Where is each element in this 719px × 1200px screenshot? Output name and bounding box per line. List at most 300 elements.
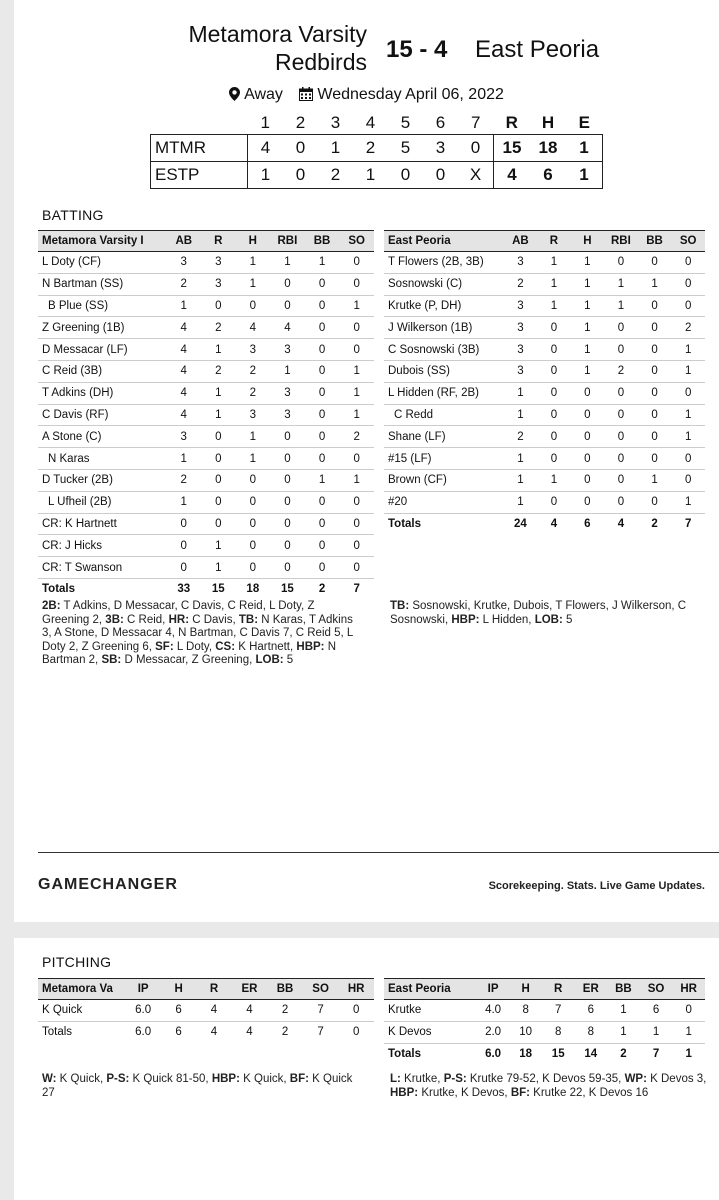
home-batting-table <box>38 230 374 600</box>
stat-column-header: SO <box>671 231 705 252</box>
note-text: C Davis, <box>189 613 239 626</box>
stat-cell: 0 <box>201 295 236 317</box>
note-label: CS: <box>215 640 236 653</box>
total-cell: 18 <box>236 578 271 599</box>
note-text: L Hidden, <box>479 613 535 626</box>
note-label: HBP: <box>451 613 480 626</box>
batting-row <box>38 513 374 535</box>
stat-cell: 2 <box>166 273 201 295</box>
stat-cell: 3 <box>504 295 538 317</box>
total-cell: 6 <box>161 1021 196 1042</box>
stat-cell: 1 <box>504 404 538 426</box>
stat-cell: 0 <box>571 448 604 470</box>
player-name: N Bartman (SS) <box>38 273 166 295</box>
linescore-inning-cell: 0 <box>458 135 494 162</box>
header-row <box>38 979 374 1000</box>
away-pitching-notes <box>390 1073 708 1100</box>
stat-cell: 0 <box>672 1000 705 1022</box>
linescore-errors: 1 <box>566 162 603 189</box>
stat-cell: 0 <box>236 513 271 535</box>
linescore-hits: 18 <box>530 135 566 162</box>
note-text: 5 <box>562 613 573 626</box>
stat-column-header: AB <box>504 231 538 252</box>
stat-cell: 1 <box>201 535 236 557</box>
player-name: B Plue (SS) <box>38 295 166 317</box>
total-cell: 6.0 <box>125 1021 161 1042</box>
stat-cell: 0 <box>270 491 305 513</box>
linescore-inning-cell: X <box>458 162 494 189</box>
header-row <box>384 979 705 1000</box>
footer-tagline: Scorekeeping. Stats. Live Game Updates. <box>488 880 705 892</box>
stat-cell: 4 <box>270 317 305 339</box>
player-name: N Karas <box>38 448 166 470</box>
stat-cell: 3 <box>270 404 305 426</box>
stat-cell: 0 <box>305 339 340 361</box>
note-label: HBP: <box>296 640 325 653</box>
stat-cell: 0 <box>270 273 305 295</box>
stat-cell: 1 <box>339 382 374 404</box>
stat-column-header: RBI <box>270 231 305 252</box>
linescore-runs: 15 <box>494 135 531 162</box>
note-label: WP: <box>624 1073 647 1085</box>
stat-cell: 2 <box>267 1000 303 1022</box>
note-text: Sosnowski, Krutke, Dubois, T Flowers, J Wilkerson, C Sosnowski, <box>390 600 687 626</box>
stat-cell: 0 <box>537 448 570 470</box>
stat-cell: 1 <box>166 491 201 513</box>
team-column-header: Metamora Varsity I <box>38 231 166 252</box>
stat-cell: 1 <box>671 491 705 513</box>
stat-cell: 1 <box>339 295 374 317</box>
stat-column-header: HR <box>672 979 705 1000</box>
total-cell: 7 <box>640 1043 673 1064</box>
linescore-inning-cell: 0 <box>388 162 423 189</box>
stat-cell: 6 <box>640 1000 673 1022</box>
linescore-inning-cell: 1 <box>248 162 284 189</box>
stat-cell: 0 <box>270 448 305 470</box>
stat-column-header: BB <box>607 979 640 1000</box>
stat-cell: 1 <box>671 426 705 448</box>
total-cell: 7 <box>303 1021 339 1042</box>
stat-cell: 1 <box>504 448 538 470</box>
stat-cell: 1 <box>504 382 538 404</box>
stat-cell: 0 <box>339 317 374 339</box>
linescore-runs: 4 <box>494 162 531 189</box>
stat-cell: 0 <box>305 295 340 317</box>
stat-cell: 3 <box>236 339 271 361</box>
inning-header: 2 <box>295 113 306 132</box>
stat-column-header: R <box>537 231 570 252</box>
stat-cell: 1 <box>236 273 271 295</box>
stat-column-header: SO <box>339 231 374 252</box>
note-label: 3B: <box>105 613 124 626</box>
stat-column-header: H <box>236 231 271 252</box>
linescore-inning-cell: 0 <box>423 162 458 189</box>
table-header <box>38 979 374 1000</box>
errors-header: E <box>578 113 590 132</box>
stat-cell: 0 <box>270 426 305 448</box>
stat-cell: 1 <box>537 469 570 491</box>
stat-cell: 1 <box>339 360 374 382</box>
stat-cell: 1 <box>537 252 570 274</box>
stat-cell: 1 <box>201 557 236 579</box>
player-name: Z Greening (1B) <box>38 317 166 339</box>
total-cell: 18 <box>509 1043 542 1064</box>
stat-cell: 3 <box>504 317 538 339</box>
stat-cell: 4 <box>196 1000 231 1022</box>
total-cell: 2 <box>638 513 672 534</box>
player-name: L Ufheil (2B) <box>38 491 166 513</box>
total-cell: 6 <box>571 513 604 534</box>
away-pitching-table <box>384 978 705 1064</box>
stat-column-header: BB <box>638 231 672 252</box>
stat-cell: 2 <box>201 317 236 339</box>
batting-row <box>384 469 705 491</box>
stat-cell: 1 <box>236 252 271 274</box>
stat-cell: 0 <box>537 339 570 361</box>
stat-cell: 0 <box>638 252 672 274</box>
team-column-header: Metamora Va <box>38 979 125 1000</box>
stat-cell: 0 <box>201 513 236 535</box>
batting-row <box>384 404 705 426</box>
batting-row <box>384 360 705 382</box>
team-column-header: East Peoria <box>384 979 477 1000</box>
note-label: SB: <box>101 654 122 667</box>
linescore-inning-cell: 5 <box>388 135 423 162</box>
stat-cell: 0 <box>571 469 604 491</box>
totals-label: Totals <box>384 1043 477 1064</box>
stat-cell: 1 <box>671 404 705 426</box>
stat-cell: 2.0 <box>477 1021 510 1043</box>
total-cell: 33 <box>166 578 201 599</box>
header-row <box>38 231 374 252</box>
stat-column-header: R <box>201 231 236 252</box>
linescore-inning-cell: 2 <box>353 135 388 162</box>
stat-cell: 0 <box>339 252 374 274</box>
stat-cell: 0 <box>236 295 271 317</box>
note-label: LOB: <box>534 613 563 626</box>
stat-cell: 0 <box>537 382 570 404</box>
stat-column-header: R <box>542 979 575 1000</box>
player-name: C Redd <box>384 404 504 426</box>
stat-cell: 3 <box>270 339 305 361</box>
stat-cell: 0 <box>638 360 672 382</box>
stat-cell: 1 <box>537 273 570 295</box>
stat-cell: 0 <box>671 273 705 295</box>
stat-cell: 0 <box>604 382 638 404</box>
linescore-errors: 1 <box>566 135 603 162</box>
batting-row <box>38 295 374 317</box>
stat-cell: 1 <box>571 273 604 295</box>
stat-cell: 4 <box>166 360 201 382</box>
stat-cell: 1 <box>270 360 305 382</box>
home-pitching-table <box>38 978 374 1043</box>
inning-header: 4 <box>365 113 376 132</box>
batting-row <box>38 535 374 557</box>
player-name: CR: T Swanson <box>38 557 166 579</box>
total-cell: 6.0 <box>477 1043 510 1064</box>
stat-cell: 1 <box>640 1021 673 1043</box>
player-name: D Messacar (LF) <box>38 339 166 361</box>
stat-column-header: R <box>196 979 231 1000</box>
batting-row <box>38 339 374 361</box>
linescore-row <box>151 162 603 189</box>
note-text: N Karas, T Adkins 3, A Stone, D Messacar 4, N Bartman, C Davis 7, C Reid 5, L Doty 2, Z Greening 6, <box>42 613 353 653</box>
linescore-inning-cell: 2 <box>318 162 353 189</box>
stat-cell: 2 <box>504 426 538 448</box>
player-name: K Quick <box>38 1000 125 1022</box>
stat-cell: 1 <box>607 1021 640 1043</box>
note-label: P-S: <box>106 1073 130 1085</box>
stat-cell: 1 <box>504 491 538 513</box>
player-name: Krutke (P, DH) <box>384 295 504 317</box>
stat-cell: 3 <box>201 252 236 274</box>
batting-row <box>38 382 374 404</box>
hits-header: H <box>541 113 555 132</box>
stat-cell: 1 <box>571 317 604 339</box>
total-cell: 4 <box>604 513 638 534</box>
stat-column-header: HR <box>338 979 374 1000</box>
total-cell: 1 <box>672 1043 705 1064</box>
location-text: Away <box>244 86 283 103</box>
total-cell: 15 <box>270 578 305 599</box>
player-name: Brown (CF) <box>384 469 504 491</box>
inning-header: 5 <box>400 113 411 132</box>
stat-column-header: H <box>161 979 196 1000</box>
stat-cell: 0 <box>638 491 672 513</box>
stat-cell: 0 <box>638 382 672 404</box>
stat-cell: 0 <box>305 382 340 404</box>
home-batting-notes <box>42 600 362 668</box>
stat-cell: 1 <box>305 469 340 491</box>
note-text: D Messacar, Z Greening, <box>121 654 256 667</box>
stat-cell: 0 <box>305 448 340 470</box>
stat-column-header: H <box>509 979 542 1000</box>
map-pin-icon <box>229 87 240 101</box>
note-text: K Quick, <box>56 1073 107 1085</box>
batting-row <box>38 252 374 274</box>
stat-cell: 4 <box>232 1000 268 1022</box>
total-cell: 2 <box>267 1021 303 1042</box>
table-header <box>384 231 705 252</box>
note-text: C Reid, <box>123 613 169 626</box>
stat-column-header: IP <box>477 979 510 1000</box>
totals-label: Totals <box>38 1021 125 1042</box>
total-cell: 24 <box>504 513 538 534</box>
location-info <box>229 86 283 104</box>
stat-cell: 4.0 <box>477 1000 510 1022</box>
stat-cell: 3 <box>166 426 201 448</box>
note-text: T Adkins, D Messacar, C Davis, C Reid, L Doty, Z Greening 2, <box>42 600 315 626</box>
batting-row <box>38 273 374 295</box>
pitching-row <box>384 1021 705 1043</box>
stat-cell: 1 <box>604 295 638 317</box>
stat-cell: 1 <box>504 469 538 491</box>
stat-column-header: RBI <box>604 231 638 252</box>
note-label: SF: <box>155 640 174 653</box>
stat-cell: 1 <box>270 252 305 274</box>
stat-cell: 0 <box>166 557 201 579</box>
note-text: K Hartnett, <box>235 640 297 653</box>
stat-cell: 0 <box>604 317 638 339</box>
stat-cell: 7 <box>542 1000 575 1022</box>
table-header <box>38 231 374 252</box>
stat-cell: 0 <box>638 295 672 317</box>
stat-cell: 0 <box>201 448 236 470</box>
stat-cell: 1 <box>671 360 705 382</box>
stat-column-header: BB <box>305 231 340 252</box>
stat-cell: 0 <box>671 295 705 317</box>
gamechanger-logo: GAMECHANGER <box>38 876 178 893</box>
note-text: Krutke, <box>400 1073 444 1085</box>
stat-cell: 1 <box>571 360 604 382</box>
note-label: P-S: <box>443 1073 467 1085</box>
total-cell: 15 <box>542 1043 575 1064</box>
stat-cell: 0 <box>537 491 570 513</box>
stat-cell: 0 <box>671 382 705 404</box>
pitching-row <box>38 1000 374 1022</box>
stat-cell: 8 <box>509 1000 542 1022</box>
stat-cell: 2 <box>236 382 271 404</box>
stat-cell: 0 <box>671 469 705 491</box>
stat-cell: 1 <box>305 252 340 274</box>
stat-column-header: ER <box>232 979 268 1000</box>
linescore-inning-cell: 1 <box>318 135 353 162</box>
batting-row <box>38 491 374 513</box>
linescore-inning-cell: 3 <box>423 135 458 162</box>
stat-cell: 1 <box>571 339 604 361</box>
stat-cell: 0 <box>537 360 570 382</box>
totals-row <box>384 513 705 534</box>
stat-cell: 4 <box>166 339 201 361</box>
note-text: K Quick 27 <box>42 1073 353 1099</box>
stat-cell: 1 <box>166 295 201 317</box>
inning-header: 6 <box>435 113 446 132</box>
note-label: BF: <box>289 1073 309 1085</box>
home-team-line2: Redbirds <box>274 49 367 75</box>
stat-cell: 0 <box>339 513 374 535</box>
note-label: TB: <box>390 600 410 612</box>
player-name: CR: K Hartnett <box>38 513 166 535</box>
note-label: 2B: <box>42 600 61 612</box>
calendar-icon <box>299 87 313 101</box>
linescore-team: ESTP <box>151 162 248 189</box>
batting-row <box>38 317 374 339</box>
stat-cell: 0 <box>604 426 638 448</box>
stat-cell: 2 <box>604 360 638 382</box>
batting-row <box>384 448 705 470</box>
stat-cell: 0 <box>638 404 672 426</box>
stat-cell: 0 <box>571 382 604 404</box>
stat-cell: 0 <box>305 426 340 448</box>
totals-row <box>38 1021 374 1042</box>
stat-column-header: AB <box>166 231 201 252</box>
runs-header: R <box>505 113 518 132</box>
linescore-hits: 6 <box>530 162 566 189</box>
batting-row <box>38 426 374 448</box>
team-column-header: East Peoria <box>384 231 504 252</box>
inning-header: 7 <box>471 113 481 132</box>
stat-cell: 0 <box>604 469 638 491</box>
stat-cell: 3 <box>201 273 236 295</box>
stat-cell: 0 <box>305 317 340 339</box>
stat-cell: 10 <box>509 1021 542 1043</box>
linescore-inning-cell: 0 <box>283 135 318 162</box>
player-name: C Reid (3B) <box>38 360 166 382</box>
stat-cell: 0 <box>236 535 271 557</box>
header-row <box>384 231 705 252</box>
note-label: L: <box>390 1073 401 1085</box>
player-name: A Stone (C) <box>38 426 166 448</box>
stat-cell: 0 <box>339 557 374 579</box>
stat-cell: 1 <box>236 426 271 448</box>
stat-cell: 4 <box>166 382 201 404</box>
stat-cell: 1 <box>339 404 374 426</box>
stat-cell: 4 <box>166 404 201 426</box>
stat-cell: 6 <box>161 1000 196 1022</box>
stat-cell: 2 <box>201 360 236 382</box>
note-label: LOB: <box>255 654 284 667</box>
stat-cell: 0 <box>305 273 340 295</box>
stat-cell: 2 <box>504 273 538 295</box>
stat-cell: 1 <box>339 469 374 491</box>
batting-section-title: BATTING <box>42 207 104 223</box>
stat-cell: 0 <box>537 404 570 426</box>
note-text: Krutke 22, K Devos 16 <box>529 1086 649 1099</box>
box-score-page-2 <box>14 938 719 1200</box>
stat-cell: 3 <box>504 339 538 361</box>
stat-cell: 1 <box>638 469 672 491</box>
stat-cell: 0 <box>201 469 236 491</box>
batting-row <box>384 273 705 295</box>
stat-cell: 0 <box>604 404 638 426</box>
note-text: Krutke, K Devos, <box>418 1086 511 1099</box>
note-label: HR: <box>168 613 190 626</box>
box-score-page-1 <box>14 0 719 922</box>
stat-cell: 0 <box>305 404 340 426</box>
stat-cell: 4 <box>236 317 271 339</box>
note-text: K Devos 3, <box>646 1073 707 1085</box>
batting-row <box>384 339 705 361</box>
stat-cell: 0 <box>339 448 374 470</box>
stat-cell: 0 <box>236 491 271 513</box>
stat-cell: 3 <box>270 382 305 404</box>
linescore-team: MTMR <box>151 135 248 162</box>
player-name: #20 <box>384 491 504 513</box>
stat-column-header: BB <box>267 979 303 1000</box>
stat-cell: 0 <box>166 535 201 557</box>
stat-cell: 6.0 <box>125 1000 161 1022</box>
stat-cell: 1 <box>571 295 604 317</box>
stat-cell: 2 <box>166 469 201 491</box>
stat-cell: 0 <box>604 448 638 470</box>
note-label: TB: <box>238 613 259 626</box>
stat-cell: 0 <box>537 426 570 448</box>
batting-row <box>384 295 705 317</box>
stat-cell: 0 <box>671 252 705 274</box>
date-text: Wednesday April 06, 2022 <box>317 86 504 103</box>
note-text: 5 <box>283 654 294 667</box>
stat-cell: 1 <box>671 339 705 361</box>
linescore-inning-cell: 4 <box>248 135 284 162</box>
stat-cell: 0 <box>305 360 340 382</box>
total-cell: 4 <box>196 1021 231 1042</box>
date-info <box>299 86 504 104</box>
stat-cell: 0 <box>305 557 340 579</box>
stat-cell: 1 <box>607 1000 640 1022</box>
totals-row <box>38 578 374 599</box>
stat-column-header: H <box>571 231 604 252</box>
stat-cell: 0 <box>638 448 672 470</box>
